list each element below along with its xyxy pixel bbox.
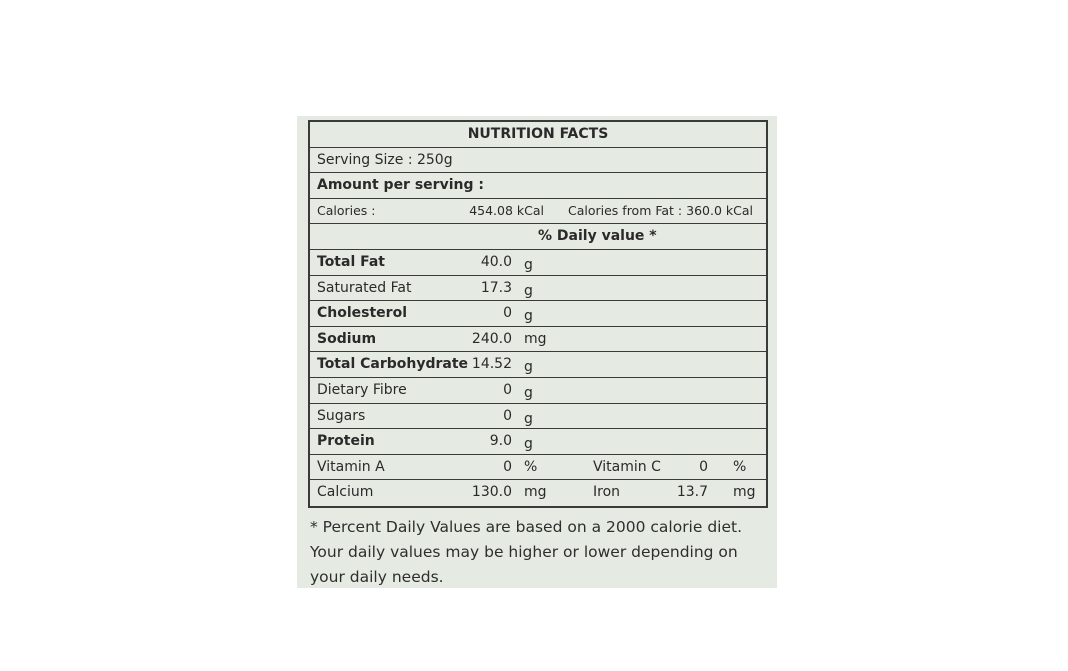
amount-per-serving-row [310,173,766,199]
nutrition-label [297,116,777,588]
vitamin-row [310,480,766,506]
footnote-line: your daily needs. [310,568,444,586]
calories-label: Calories : [317,202,376,218]
nutrient-row [310,429,766,455]
nutrient-row [310,276,766,302]
daily-value-header: % Daily value * [538,228,657,245]
nutrient-unit: g [524,359,533,376]
nutrient-value: 14.52 [471,356,512,373]
nutrient-row [310,378,766,404]
nutrient-unit: g [524,282,533,299]
nutrient-value: 240.0 [471,330,512,347]
nutrition-facts-table [308,120,768,508]
vitamin-name-2: Vitamin C [593,458,661,475]
vitamin-unit-2: % [733,458,747,475]
nutrient-name: Sodium [317,330,377,347]
nutrient-row [310,327,766,353]
nutrient-row [310,352,766,378]
nutrient-name: Cholesterol [317,305,407,322]
nutrient-value: 0 [503,305,512,322]
nutrient-unit: mg [524,330,547,347]
nutrient-value: 9.0 [489,433,512,450]
footnote [310,515,770,590]
nutrient-unit: g [524,436,533,453]
nutrient-unit: g [524,256,533,273]
vitamin-unit: mg [524,484,547,501]
nutrient-name: Total Fat [317,253,386,270]
nutrient-name: Saturated Fat [317,279,412,296]
nutrient-name: Dietary Fibre [317,381,407,398]
vitamin-name: Vitamin A [317,458,385,475]
vitamin-value: 0 [503,458,512,475]
vitamin-row [310,455,766,481]
vitamin-name: Calcium [317,484,374,501]
table-title-row [310,122,766,148]
amount-per-serving: Amount per serving : [317,177,484,194]
vitamin-name-2: Iron [593,484,621,501]
nutrient-value: 17.3 [480,279,512,296]
nutrient-name: Protein [317,433,375,450]
nutrient-name: Sugars [317,407,366,424]
nutrient-value: 0 [503,407,512,424]
calories-row [310,199,766,225]
calories-value: 454.08 kCal [469,202,544,218]
nutrient-unit: g [524,410,533,427]
nutrient-unit: g [524,308,533,325]
serving-size-row [310,148,766,174]
nutrient-row [310,250,766,276]
nutrient-value: 40.0 [480,253,512,270]
calories-from-fat: Calories from Fat : 360.0 kCal [568,202,753,218]
nutrient-row [310,404,766,430]
vitamin-unit-2: mg [733,484,756,501]
footnote-line: * Percent Daily Values are based on a 2000 calorie diet. [310,518,743,536]
vitamin-unit: % [524,458,538,475]
vitamin-value: 130.0 [471,484,512,501]
serving-size: Serving Size : 250g [317,151,453,168]
nutrient-row [310,301,766,327]
nutrient-name: Total Carbohydrate [317,356,469,373]
vitamin-value-2: 0 [699,458,708,475]
daily-value-header-row [310,224,766,250]
nutrient-unit: g [524,384,533,401]
vitamin-value-2: 13.7 [676,484,708,501]
footnote-line: Your daily values may be higher or lower depending on [310,543,738,561]
nutrient-value: 0 [503,381,512,398]
table-title: NUTRITION FACTS [467,126,609,142]
